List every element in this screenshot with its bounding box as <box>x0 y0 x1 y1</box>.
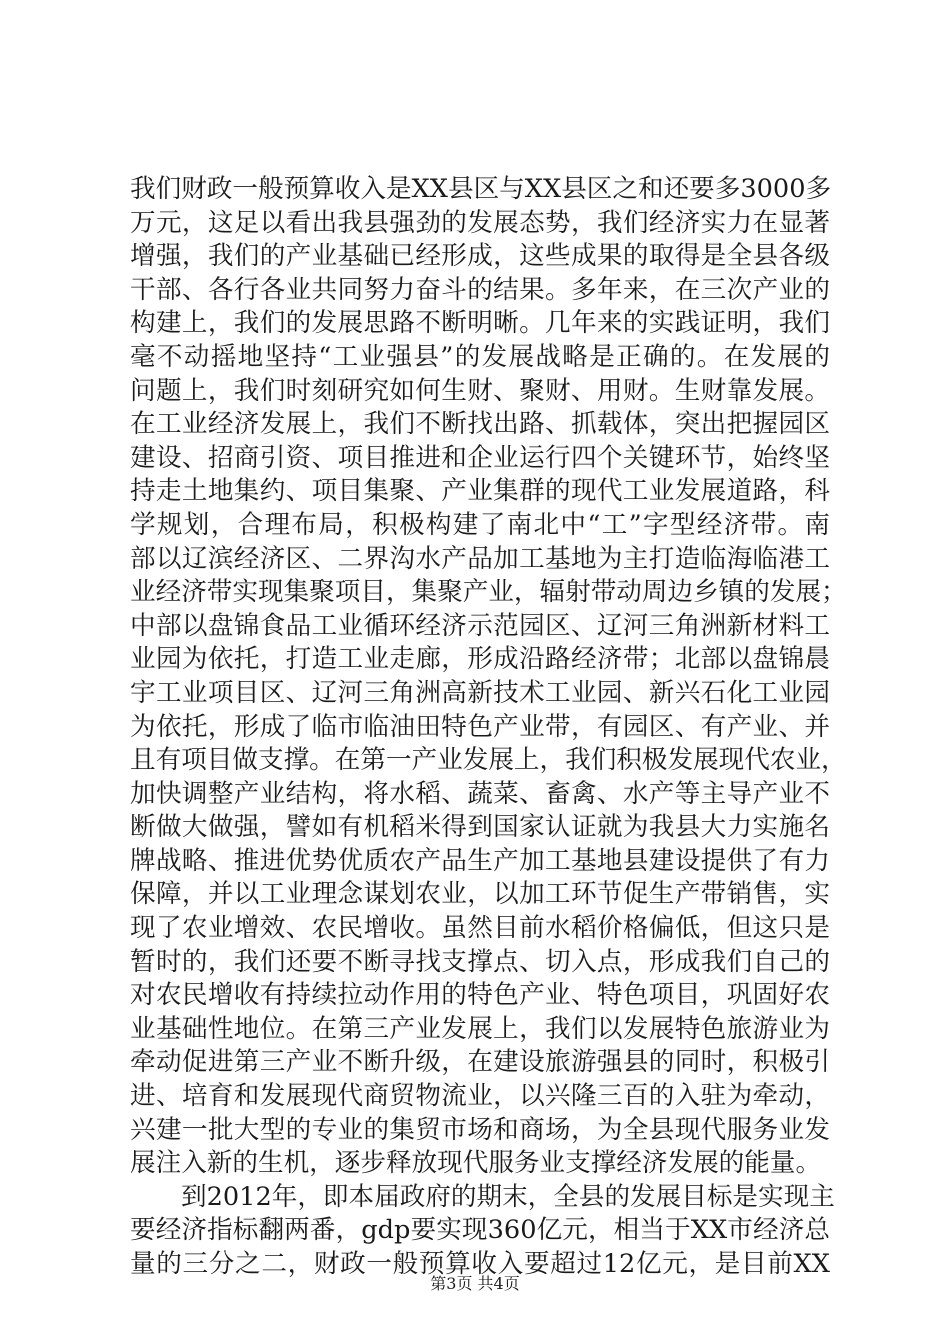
paragraph-start-line: 到2012年，即本届政府的期末，全县的发展目标是实现主 <box>181 1181 835 1212</box>
text-line: 业经济带实现集聚项目，集聚产业，辐射带动周边乡镇的发展； <box>130 577 847 608</box>
text-line: 断做大做强，譬如有机稻米得到国家认证就为我县大力实施名 <box>130 812 830 843</box>
text-line: 学规划，合理布局，积极构建了南北中“工”字型经济带。南 <box>130 509 830 540</box>
text-line: 业基础性地位。在第三产业发展上，我们以发展特色旅游业为 <box>130 1013 830 1044</box>
text-line: 毫不动摇地坚持“工业强县”的发展战略是正确的。在发展的 <box>130 341 830 372</box>
text-line: 现了农业增效、农民增收。虽然目前水稻价格偏低，但这只是 <box>130 913 830 944</box>
text-line: 展注入新的生机，逐步释放现代服务业支撑经济发展的能量。 <box>130 1148 822 1179</box>
text-line: 加快调整产业结构，将水稻、蔬菜、畜禽、水产等主导产业不 <box>130 778 830 809</box>
text-line: 在工业经济发展上，我们不断找出路、抓载体，突出把握园区 <box>130 409 830 440</box>
text-line: 保障，并以工业理念谋划农业，以加工环节促生产带销售，实 <box>130 879 830 910</box>
body-text <box>130 173 847 1282</box>
text-line: 兴建一批大型的专业的集贸市场和商场，为全县现代服务业发 <box>130 1114 830 1145</box>
text-line: 增强，我们的产业基础已经形成，这些成果的取得是全县各级 <box>130 241 830 272</box>
text-line: 暂时的，我们还要不断寻找支撑点、切入点，形成我们自己的 <box>130 946 830 977</box>
text-line: 且有项目做支撑。在第一产业发展上，我们积极发展现代农业， <box>130 745 847 776</box>
text-line: 牵动促进第三产业不断升级，在建设旅游强县的同时，积极引 <box>130 1047 830 1078</box>
text-line: 对农民增收有持续拉动作用的特色产业、特色项目，巩固好农 <box>130 980 830 1011</box>
text-line: 问题上，我们时刻研究如何生财、聚财、用财。生财靠发展。 <box>130 375 830 406</box>
text-line: 业园为依托，打造工业走廊，形成沿路经济带；北部以盘锦晨 <box>130 644 830 675</box>
text-line: 持走土地集约、项目集聚、产业集群的现代工业发展道路，科 <box>130 476 830 507</box>
text-line: 部以辽滨经济区、二界沟水产品加工基地为主打造临海临港工 <box>130 543 830 574</box>
text-line: 宇工业项目区、辽河三角洲高新技术工业园、新兴石化工业园 <box>130 677 830 708</box>
text-line: 为依托，形成了临市临油田特色产业带，有园区、有产业、并 <box>130 711 830 742</box>
text-line: 我们财政一般预算收入是XX县区与XX县区之和还要多3000多 <box>130 174 832 204</box>
text-line: 建设、招商引资、项目推进和企业运行四个关键环节，始终坚 <box>130 442 830 473</box>
text-line: 干部、各行各业共同努力奋斗的结果。多年来，在三次产业的 <box>130 274 830 305</box>
page-number-footer: 第3页 共4页 <box>430 1274 520 1293</box>
text-line: 构建上，我们的发展思路不断明晰。几年来的实践证明，我们 <box>130 308 830 339</box>
text-line: 进、培育和发展现代商贸物流业，以兴隆三百的入驻为牵动， <box>130 1081 830 1112</box>
text-line: 要经济指标翻两番，gdp要实现360亿元，相当于XX市经济总 <box>130 1215 830 1246</box>
text-line: 中部以盘锦食品工业循环经济示范园区、辽河三角洲新材料工 <box>130 610 830 641</box>
text-line: 万元，这足以看出我县强劲的发展态势，我们经济实力在显著 <box>130 207 830 238</box>
text-line: 量的三分之二，财政一般预算收入要超过12亿元，是目前XX <box>130 1249 830 1279</box>
text-line: 牌战略、推进优势优质农产品生产加工基地县建设提供了有力 <box>130 845 830 876</box>
